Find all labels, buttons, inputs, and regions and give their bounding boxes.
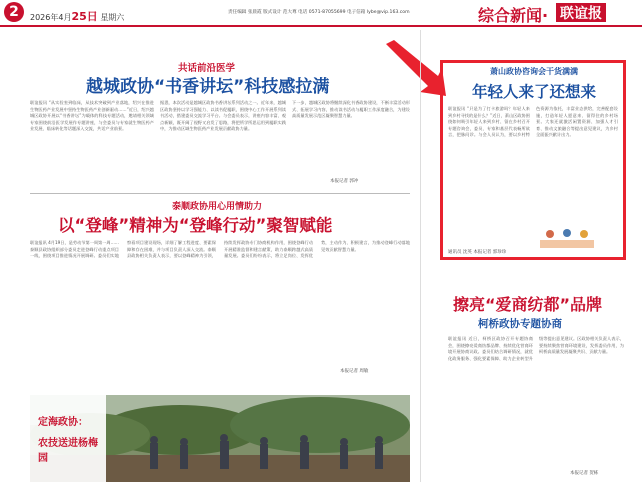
bottom-right-body: 联谊报讯 近日，柯桥区政协召开专题协商会，围绕擦亮爱商纺都品牌、持续优化营商环境开展协商议政。委员们结合调研情况，就优化政务服务、强化要素保障、助力企业转型升级等提出意见建议。区政协相关负责人表示，要持续聚焦营商环境建设，发挥委员作用，为柯桥高质量发展凝聚共识、贡献力量。 — [448, 336, 624, 361]
photo-caption-box — [30, 395, 106, 482]
callout-kicker: 萧山政协咨询会干货满满 — [490, 67, 578, 76]
people-illustration-icon — [532, 226, 602, 250]
mid-article-kicker: 泰顺政协用心用情助力 — [172, 202, 263, 212]
section-divider — [30, 193, 410, 194]
masthead-rule — [0, 25, 642, 27]
top-article-body-col3: 下一步，越城区政协将继续深化书香政协建设，不断丰富活动形式、拓展学习内容，推动读书活动与履职工作深度融合，为建设高质量发展示范区凝聚智慧力量。 — [292, 100, 410, 119]
issue-date — [30, 8, 124, 24]
callout-byline: 通讯员 沈英 本报记者 郭珍珍 — [448, 250, 507, 255]
top-article-headline: 越城政协“书香讲坛”科技感拉满 — [86, 77, 330, 97]
bottom-right-headline: 擦亮“爱商纺都”品牌 — [453, 295, 603, 314]
red-arrow-icon — [380, 40, 450, 100]
column-rule — [420, 30, 421, 482]
top-article-body-col2: 据悉，本次活动是越城区政协书香讲坛系列活动之一。近年来，越城区政协坚持以学习强能力、以读书促履职，围绕中心工作开展系列读书活动，搭建委员交流学习平台。与会委员表示，讲座内容丰富、观点新颖，既开阔了视野又启发了思路，将把所学所思运用到履职实践中，为推动区域生物医药产业发展贡献政协力量。 — [160, 100, 286, 132]
date-day: 25日 — [71, 10, 98, 23]
date-weekday: 星期六 — [100, 13, 125, 22]
section-title: 综合新闻· — [478, 6, 549, 25]
callout-body: 联谊报讯 “只是为了打卡旅游吗？年轻人来到乡村寻找的是什么？”近日，萧山区政协围绕如何吸引年轻人来到乡村、留在乡村召开专题咨询会，委员、专家和基层代表畅所欲言，把脉问诊。与会人员认为，要以乡村特色资源为依托，丰富业态供给，完善配套设施，打造年轻人愿意来、留得住的乡村场景。大家还就激活闲置资源、加强人才引育、推动文旅融合等提出意见建议，为乡村全面振兴献计出力。 — [448, 106, 618, 138]
callout-headline: 年轻人来了还想来 — [471, 83, 596, 101]
newspaper-badge: 联谊报 — [556, 3, 606, 22]
top-article-byline: 本报记者 郭冲 — [330, 179, 359, 184]
photo-caption-subtitle: 农技送进杨梅园 — [38, 438, 98, 464]
date-prefix: 2026年4月 — [30, 13, 72, 22]
callout-illustration — [532, 226, 602, 250]
mid-article-body: 联谊报讯 4月19日，是劳动节第一周第一周……泰顺县政协组织部分委员走进登峰行动重点项目一线，围绕项目推进情况开展调研。委员们实地察看项目建设现场，详细了解工程进度、要素保障和存在困难，并与项目负责人深入交流。泰顺县政协相关负责人表示，要以登峰精神为引领，持续发挥政协专门协商机构作用，围绕登峰行动开展精准监督和建言献策，助力泰顺跨越式高质量发展。委员们纷纷表示，将立足岗位、发挥优势，主动作为、积极建言，为推动登峰行动落地见效贡献智慧力量。 — [30, 240, 410, 259]
page-number-badge: 2 — [4, 2, 24, 22]
top-article-kicker: 共话前沿医学 — [178, 63, 236, 74]
photo-caption-title: 定海政协： — [38, 417, 88, 428]
top-article-body-col1: 联谊报讯 “从实验室到临床，从技术突破到产业落地，绍兴在推进生物医药产业发展中坚持生物医药产业创新驱动……”近日，绍兴越城区政协开展以“书香讲坛”为载体的科技专题活动，邀请相关领域专家围绕前沿医学发展作专题讲座，与会委员与专家就生物医药产业发展、临床转化等话题深入交流，共话产业前景。 — [30, 100, 154, 132]
bottom-right-subhead: 柯桥政协专题协商 — [478, 318, 562, 330]
bottom-right-byline: 本报记者 贺栋 — [570, 471, 599, 476]
mid-article-byline: 本报记者 周敏 — [340, 369, 369, 374]
editors-line: 责任编辑 张晨霞 版式设计 范大尊 电话 0571-87055699 电子信箱 lybe@vip.163.com — [228, 10, 410, 15]
mid-article-headline: 以“登峰”精神为“登峰行动”聚智赋能 — [58, 216, 333, 235]
